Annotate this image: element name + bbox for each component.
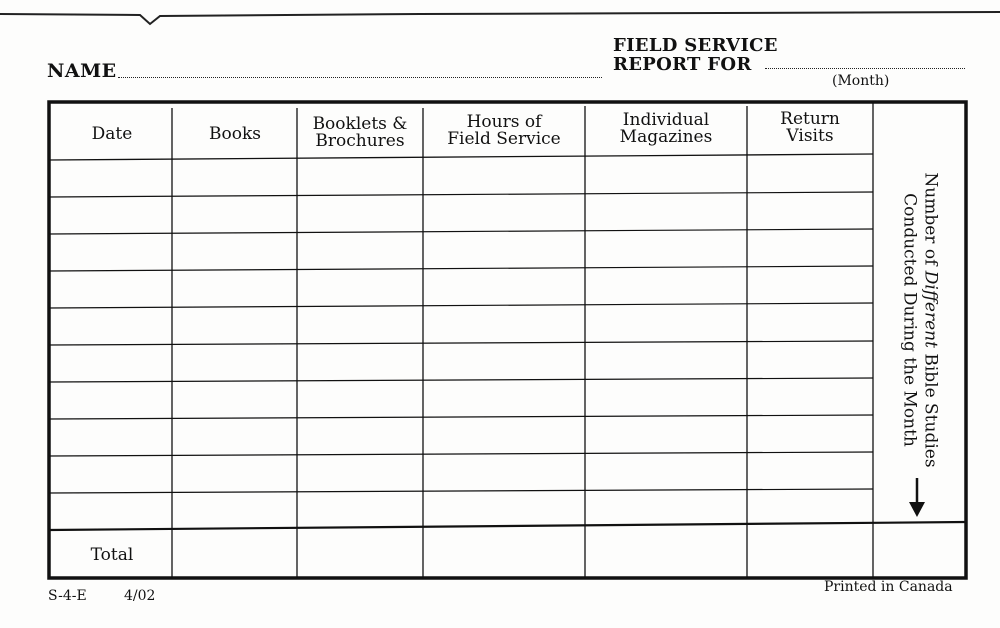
side-label-line2: Conducted During the Month (900, 193, 920, 447)
side-label-part2: Bible Studies (921, 347, 941, 468)
name-label: NAME (47, 60, 117, 82)
column-header-booklets-brochures: Booklets & Brochures (312, 114, 408, 151)
torn-paper-edge (0, 0, 1000, 30)
column-header-date: Date (91, 124, 133, 144)
column-header-books: Books (209, 124, 261, 144)
bible-studies-column-label (885, 160, 955, 480)
month-field[interactable] (765, 68, 965, 69)
arrow-down-icon (908, 478, 926, 518)
form-code: S-4-E (48, 588, 87, 604)
report-title-line2: REPORT FOR (613, 54, 752, 75)
report-title-line1: FIELD SERVICE (613, 35, 778, 56)
total-label: Total (90, 545, 134, 565)
report-title (613, 36, 778, 74)
column-header-hours-field-service: Hours of Field Service (447, 112, 561, 149)
column-header-return-visits: Return Visits (780, 109, 840, 146)
side-label-italic: Different (921, 270, 941, 348)
form-date: 4/02 (124, 588, 156, 604)
name-field[interactable] (118, 77, 602, 78)
month-label: (Month) (832, 73, 890, 89)
side-label-part1: Number of (921, 172, 941, 271)
report-grid (47, 100, 968, 580)
printed-in-label: Printed in Canada (824, 579, 953, 595)
column-header-individual-magazines: Individual Magazines (619, 110, 713, 147)
